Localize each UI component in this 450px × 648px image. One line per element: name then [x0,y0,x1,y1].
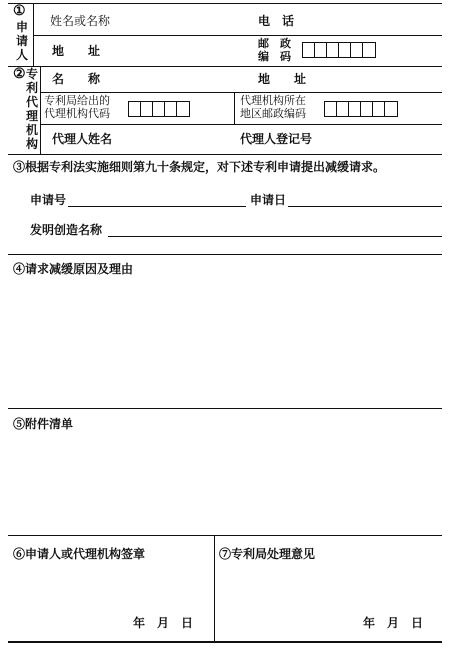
applicant-row-line [33,35,442,36]
reasons-label: ④请求减缓原因及理由 [13,262,134,276]
applicant-name-label: 姓名或名称 [50,14,111,28]
attachments-label: ⑤附件清单 [13,417,74,431]
section-2-bottom-line [8,154,442,155]
applicant-phone-label: 电 话 [258,14,295,28]
invention-title-label: 发明创造名称 [30,223,103,237]
agency-address-label: 地 址 [258,72,307,86]
agency-postal-label-1: 代理机构所在 [240,94,306,107]
agency-number: ② [13,66,26,82]
agency-postal-code-boxes[interactable] [324,101,398,117]
applicant-address-label: 地 址 [52,44,101,58]
application-number-field[interactable] [68,206,246,207]
applicant-side-label: 申请人 [15,20,28,62]
section-5-bottom-line [8,535,442,536]
agency-row-line-1 [40,92,442,93]
application-date-label: 申请日 [250,193,287,207]
office-opinion-label: ⑦专利局处理意见 [219,547,316,561]
agent-registration-label: 代理人登记号 [240,132,313,146]
section-3-bottom-line [8,254,442,255]
agency-code-label-2: 代理机构代码 [44,107,110,120]
section-4-bottom-line [8,408,442,409]
agent-name-label: 代理人姓名 [52,132,113,146]
applicant-number: ① [13,3,26,19]
signature-label: ⑥申请人或代理机构签章 [13,547,146,561]
agency-divider [40,66,41,154]
agency-row-line-2 [40,124,442,125]
applicant-postal-label-2: 编 码 [258,50,291,63]
applicant-postal-label-1: 邮 政 [258,37,291,50]
agency-middle-divider [234,92,235,124]
applicant-postal-code-boxes[interactable] [302,42,376,58]
section-1-bottom-line [8,66,442,67]
application-number-label: 申请号 [30,193,67,207]
agency-postal-label-2: 地区邮政编码 [240,107,306,120]
agency-code-label-1: 专利局给出的 [44,94,110,107]
signature-date-label: 年 月 日 [133,616,194,630]
invention-title-field[interactable] [108,236,442,237]
signature-office-divider [214,535,215,641]
bottom-border [8,641,442,643]
office-date-label: 年 月 日 [363,616,424,630]
agency-name-label: 名 称 [52,72,101,86]
agency-side-label: 专利代理机构 [25,67,38,151]
request-statement: ③根据专利法实施细则第九十条规定，对下述专利申请提出减缓请求。 [13,160,386,174]
agency-code-boxes[interactable] [128,101,190,117]
top-border [8,3,442,4]
application-date-field[interactable] [288,206,442,207]
